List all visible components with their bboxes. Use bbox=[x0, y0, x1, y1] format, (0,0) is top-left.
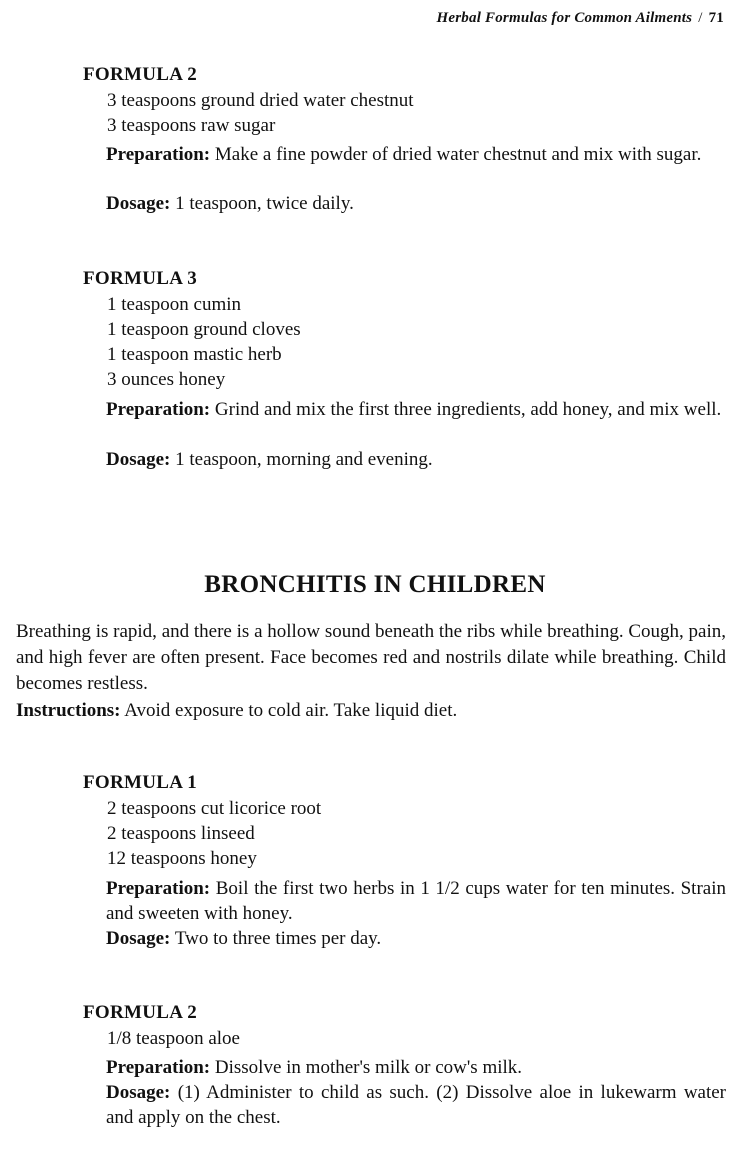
ingredient-line: 2 teaspoons linseed bbox=[107, 823, 255, 844]
ingredient-line: 1 teaspoon ground cloves bbox=[107, 319, 301, 340]
ingredient-line: 2 teaspoons cut licorice root bbox=[107, 798, 322, 819]
dosage-text: Two to three times per day. bbox=[174, 928, 382, 949]
dosage-paragraph bbox=[106, 1080, 726, 1130]
section-description: Breathing is rapid, and there is a hollow sound beneath the ribs while breathing. Cough, pain, and high fever are often present. Face becomes red and nostrils dilate while breathing. Child becomes restless. bbox=[16, 621, 726, 694]
preparation-paragraph bbox=[106, 1055, 726, 1080]
dosage-label: Dosage: bbox=[106, 193, 171, 214]
formula-heading: FORMULA 2 bbox=[83, 1002, 198, 1023]
dosage-paragraph bbox=[106, 926, 726, 951]
instructions-label: Instructions: bbox=[16, 700, 121, 721]
instructions-text: Avoid exposure to cold air. Take liquid diet. bbox=[124, 700, 458, 721]
running-head-separator: / bbox=[698, 10, 703, 26]
ingredient-line: 1 teaspoon cumin bbox=[107, 294, 242, 315]
running-title: Herbal Formulas for Common Ailments bbox=[436, 10, 693, 26]
dosage-paragraph bbox=[106, 191, 726, 216]
ingredient-line: 3 ounces honey bbox=[107, 369, 226, 390]
instructions-paragraph bbox=[16, 698, 726, 724]
ingredient-line: 3 teaspoons raw sugar bbox=[107, 115, 276, 136]
preparation-paragraph bbox=[106, 142, 726, 167]
preparation-label: Preparation: bbox=[106, 878, 211, 899]
preparation-text: Make a fine powder of dried water chestnut and mix with sugar. bbox=[214, 144, 702, 165]
preparation-label: Preparation: bbox=[106, 399, 211, 420]
ingredient-line: 1 teaspoon mastic herb bbox=[107, 344, 282, 365]
dosage-label: Dosage: bbox=[106, 1082, 171, 1103]
ingredient-line: 1/8 teaspoon aloe bbox=[107, 1028, 240, 1049]
section-title: BRONCHITIS IN CHILDREN bbox=[204, 571, 546, 598]
running-head bbox=[437, 10, 724, 27]
preparation-text: Dissolve in mother's milk or cow's milk. bbox=[214, 1057, 523, 1078]
preparation-label: Preparation: bbox=[106, 144, 211, 165]
preparation-paragraph bbox=[106, 397, 726, 422]
dosage-paragraph bbox=[106, 447, 726, 472]
preparation-paragraph bbox=[106, 876, 726, 926]
dosage-text: (1) Administer to child as such. (2) Dissolve aloe in lukewarm water and apply on the chest. bbox=[106, 1082, 727, 1128]
dosage-text: 1 teaspoon, twice daily. bbox=[175, 193, 354, 214]
dosage-text: 1 teaspoon, morning and evening. bbox=[175, 449, 433, 470]
dosage-label: Dosage: bbox=[106, 928, 171, 949]
ingredient-line: 12 teaspoons honey bbox=[107, 848, 257, 869]
preparation-text: Grind and mix the first three ingredients, add honey, and mix well. bbox=[214, 399, 722, 420]
formula-heading: FORMULA 1 bbox=[83, 772, 198, 793]
preparation-label: Preparation: bbox=[106, 1057, 211, 1078]
ingredient-line: 3 teaspoons ground dried water chestnut bbox=[107, 90, 414, 111]
page-number: 71 bbox=[708, 10, 724, 26]
formula-heading: FORMULA 2 bbox=[83, 64, 198, 85]
formula-heading: FORMULA 3 bbox=[83, 268, 198, 289]
preparation-text: Boil the first two herbs in 1 1/2 cups water for ten minutes. Strain and sweeten with honey. bbox=[106, 878, 727, 924]
dosage-label: Dosage: bbox=[106, 449, 171, 470]
